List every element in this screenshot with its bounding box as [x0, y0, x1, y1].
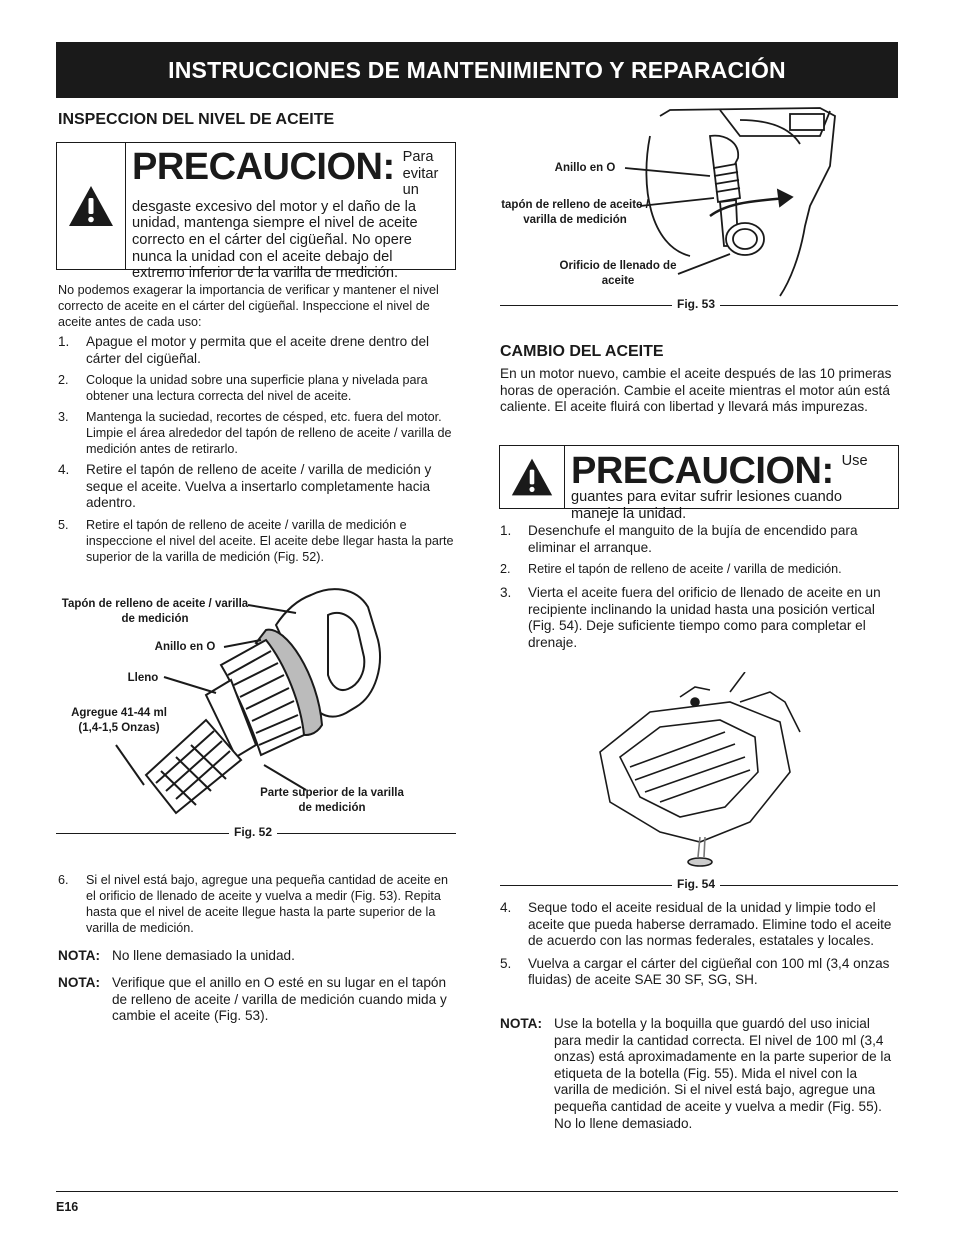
- note-label: NOTA:: [58, 948, 101, 963]
- list-item: 3. Mantenga la suciedad, recortes de césped, etc. fuera del motor. Limpie el área alrededor del tapón de relleno de aceite / varilla de medición antes de retirarlo.: [58, 410, 452, 457]
- note-text: Verifique que el anillo en O esté en su lugar en el tapón de relleno de aceite / varilla de medición cuando mida y cambie el aceite (Fig. 53).: [112, 975, 447, 1024]
- oil-inspection-intro: No podemos exagerar la importancia de verificar y mantener el nivel correcto de aceite en el cárter del cigüeñal. Inspeccione el nivel de aceite antes de cada uso:: [58, 283, 439, 329]
- oil-inspection-step6: [58, 872, 454, 941]
- footer-rule: [56, 1191, 898, 1192]
- warning-icon: [500, 446, 565, 508]
- fig52-label-full: Lleno: [127, 672, 159, 684]
- note-check-oring: [58, 975, 454, 1025]
- fig52-caption: Fig. 52: [229, 825, 277, 839]
- fig52-label-oring: Anillo en O: [154, 641, 216, 653]
- note-text: Use la botella y la boquilla que guardó del uso inicial para medir la cantidad correcta. El nivel de 100 ml (3,4 onzas) está aproximadamente en la parte superior de la etiqueta de la botella (Fig. 55). Mida el nivel con la varilla de medición. Si el nivel está bajo, agregue una pequeña cantidad de aceite y vuelva a medir (Fig. 55). No lo llene demasiado.: [554, 1016, 892, 1131]
- page-number: E16: [56, 1200, 79, 1214]
- caution-text: Use guantes para evitar sufrir lesiones cuando maneje la unidad.: [571, 453, 868, 522]
- fig54-illustration: [500, 672, 898, 872]
- fig53-label-cap: tapón de relleno de aceite / varilla de medición: [501, 199, 649, 226]
- list-item: 2. Coloque la unidad sobre una superficie plana y nivelada para obtener una lectura correcta del nivel de aceite.: [58, 373, 428, 404]
- fig52-label-add: Agregue 41-44 ml (1,4-1,5 Onzas): [71, 707, 167, 734]
- note-text: No llene demasiado la unidad.: [112, 948, 295, 963]
- fig52-label-top: Parte superior de la varilla de medición: [260, 787, 404, 814]
- list-item: 6. Si el nivel está bajo, agregue una pequeña cantidad de aceite en el orificio de llenado de aceite y vuelva a medir (Fig. 53). Repita hasta que el nivel de aceite llegue hasta la parte superior de la varilla de medición.: [58, 873, 448, 935]
- fig53-caption: Fig. 53: [672, 297, 720, 311]
- caution-label: PRECAUCION:: [132, 146, 395, 188]
- caution-text-block: [565, 446, 897, 522]
- warning-icon: [57, 143, 126, 269]
- fig52-label-cap: Tapón de relleno de aceite / varilla de medición: [61, 598, 249, 625]
- list-item: 4. Seque todo el aceite residual de la unidad y limpie todo el aceite que pueda haberse derramado. Elimine todo el aceite de acuerdo con las normas federales, estatales y locales.: [500, 900, 892, 949]
- oil-change-steps: [500, 523, 896, 657]
- list-item: 4. Retire el tapón de relleno de aceite / varilla de medición y seque el aceite. Vuelva a insertarlo completamente hacia adentro.: [58, 462, 432, 511]
- list-item: 5. Vuelva a cargar el cárter del cigüeñal con 100 ml (3,4 onzas fluidas) de aceite SAE 30 SF, SG, SH.: [500, 955, 890, 988]
- note-no-overfill: [58, 948, 454, 965]
- caution-text-block: [126, 143, 454, 282]
- oil-inspection-steps: [58, 334, 456, 570]
- page-header-banner: [56, 42, 898, 98]
- caution-box-gloves: [499, 445, 899, 522]
- list-item: 1. Apague el motor y permita que el aceite drene dentro del cárter del cigüeñal.: [58, 334, 430, 366]
- list-item: 5. Retire el tapón de relleno de aceite / varilla de medición e inspeccione el nivel del aceite. El aceite debe llegar hasta la parte superior de la varilla de medición (Fig. 52).: [58, 517, 454, 564]
- fig53-label-oring: Anillo en O: [554, 162, 616, 174]
- caution-text: Para evitar un desgaste excesivo del motor y el daño de la unidad, mantenga siempre el nivel de aceite correcto en el cárter del cigüeñal. No opere nunca la unidad con el aceite debajo del extremo inferior de la varilla de medición.: [132, 149, 439, 282]
- note-label: NOTA:: [500, 1016, 543, 1031]
- oil-change-steps-continued: [500, 900, 896, 994]
- note-label: NOTA:: [58, 975, 101, 990]
- note-bottle-measure: [500, 1016, 896, 1132]
- fig53-label-hole: Orificio de llenado de aceite: [559, 260, 677, 287]
- list-item: 1. Desenchufe el manguito de la bujía de encendido para eliminar el arranque.: [500, 523, 858, 555]
- list-item: 2. Retire el tapón de relleno de aceite / varilla de medición.: [500, 562, 842, 577]
- fig54-caption: Fig. 54: [672, 877, 720, 891]
- oil-drain-drawing: [500, 672, 898, 872]
- page-header-title: INSTRUCCIONES DE MANTENIMIENTO Y REPARACIÓN: [168, 56, 786, 83]
- caution-box-oil-level: [56, 142, 456, 282]
- list-item: 3. Vierta el aceite fuera del orificio de llenado de aceite en un recipiente inclinando la unidad hasta una posición vertical (Fig. 54). Deje suficiente tiempo como para completar el drenaje.: [500, 585, 881, 650]
- section-title-oil-change: CAMBIO DEL ACEITE: [500, 343, 664, 360]
- caution-label: PRECAUCION:: [571, 450, 834, 492]
- section-title-oil-inspection: INSPECCION DEL NIVEL DE ACEITE: [58, 111, 335, 128]
- oil-change-intro: En un motor nuevo, cambie el aceite después de las 10 primeras horas de operación. Cambie el aceite mientras el motor aún está caliente. El aceite fluirá con libertad y llevará más impurezas.: [500, 366, 892, 415]
